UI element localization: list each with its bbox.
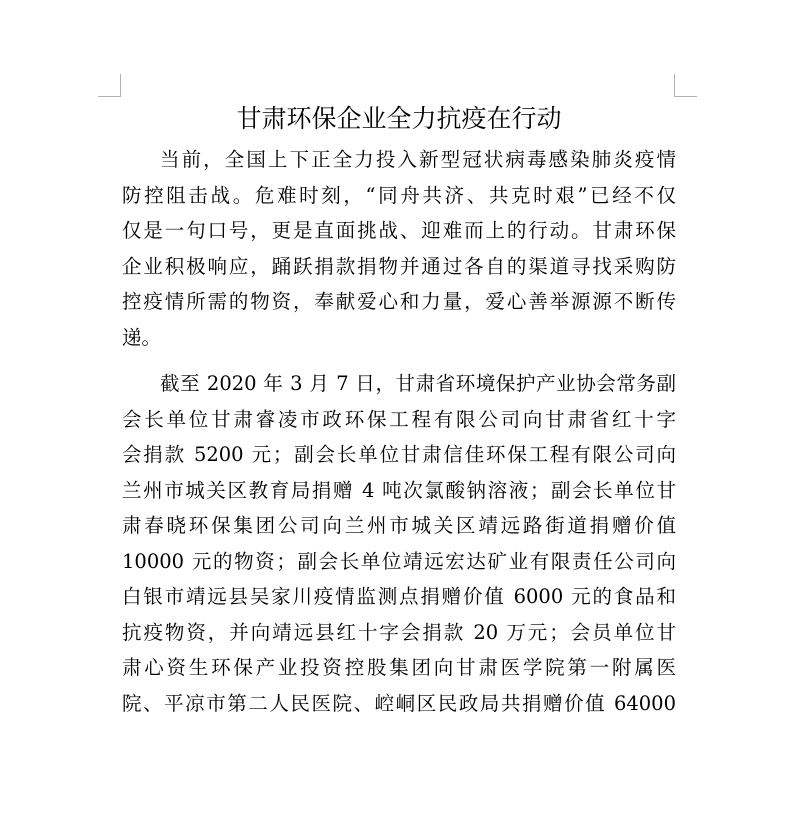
text-line: 兰州市城关区教育局捐赠 4 吨次氯酸钠溶液；副会长单位甘	[122, 478, 676, 502]
text-line: 肃心资生环保产业投资控股集团向甘肃医学院第一附属医	[122, 656, 676, 679]
crop-mark-top-right	[674, 74, 697, 97]
text-line: 院、平凉市第二人民医院、崆峒区民政局共捐赠价值 64000	[122, 691, 676, 715]
text-line: 企业积极响应，踊跃捐款捐物并通过各自的渠道寻找采购防	[122, 254, 676, 278]
document-title: 甘肃环保企业全力抗疫在行动	[236, 104, 562, 133]
crop-mark-top-left	[98, 74, 121, 97]
text-line: 递。	[122, 325, 162, 349]
text-line: 会捐款 5200 元；副会长单位甘肃信佳环保工程有限公司向	[122, 443, 676, 466]
text-line: 防控阻击战。危难时刻，“同舟共济、共克时艰”已经不仅	[122, 183, 676, 207]
text-line: 仅是一句口号，更是直面挑战、迎难而上的行动。甘肃环保	[122, 219, 676, 242]
text-line: 白银市靖远县吴家川疫情监测点捐赠价值 6000 元的食品和	[122, 585, 676, 608]
text-line: 抗疫物资，并向靖远县红十字会捐款 20 万元；会员单位甘	[122, 620, 676, 644]
text-line: 肃春晓环保集团公司向兰州市城关区靖远路街道捐赠价值	[122, 514, 676, 537]
text-line: 10000 元的物资；副会长单位靖远宏达矿业有限责任公司向	[122, 549, 676, 573]
text-line: 控疫情所需的物资，奉献爱心和力量，爱心善举源源不断传	[122, 290, 676, 313]
text-line: 截至 2020 年 3 月 7 日，甘肃省环境保护产业协会常务副	[160, 372, 676, 395]
paragraph-spacing	[122, 355, 676, 366]
document-body[interactable]	[122, 96, 676, 721]
paragraph-2	[122, 366, 676, 721]
paragraph-1	[122, 142, 676, 355]
text-line: 会长单位甘肃睿凌市政环保工程有限公司向甘肃省红十字	[122, 407, 676, 431]
text-line: 当前，全国上下正全力投入新型冠状病毒感染肺炎疫情	[160, 148, 676, 171]
